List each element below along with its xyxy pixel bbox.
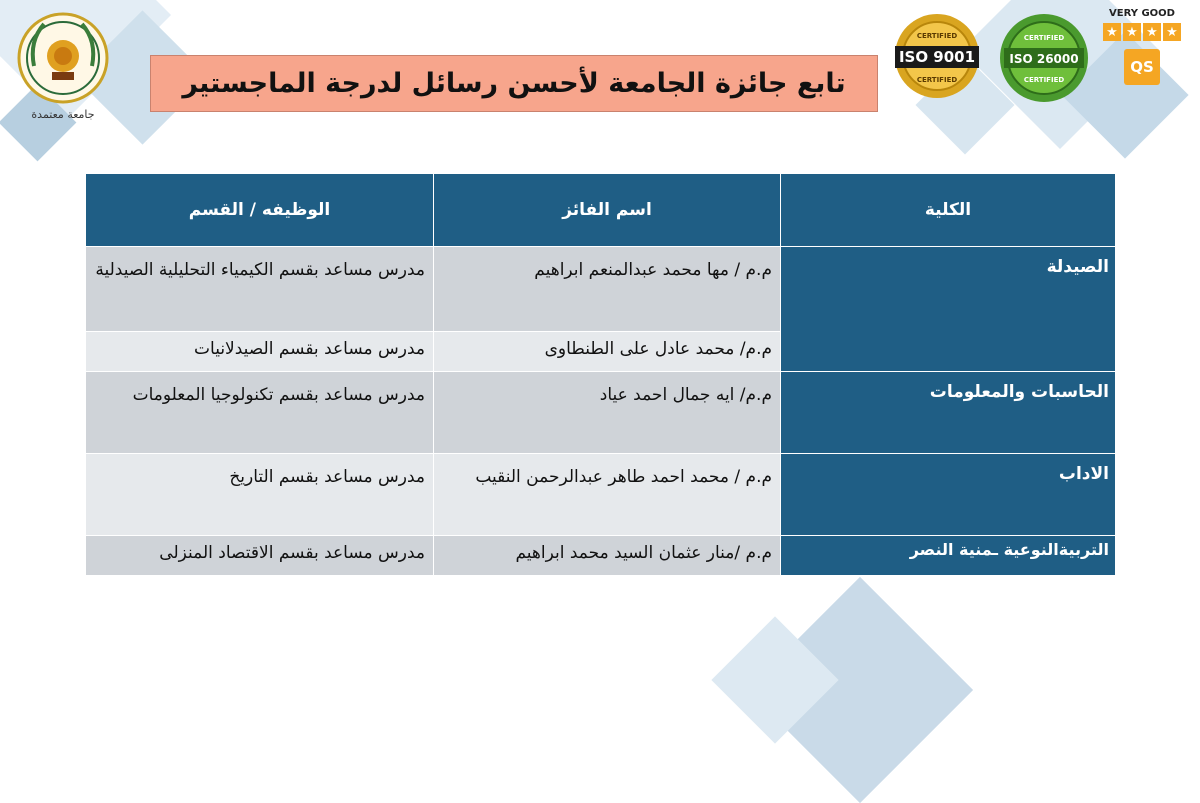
header-job: الوظيفه / القسم xyxy=(86,174,434,247)
job-cell: مدرس مساعد بقسم الصيدلانيات xyxy=(86,332,434,372)
table-row xyxy=(86,372,1116,454)
svg-text:ISO 9001: ISO 9001 xyxy=(898,48,976,66)
qs-logo: QS xyxy=(1124,49,1160,85)
winner-cell: م.م/ محمد عادل على الطنطاوى xyxy=(434,332,781,372)
job-cell: مدرس مساعد بقسم الكيمياء التحليلية الصيدلية xyxy=(86,247,434,332)
logo-caption: جامعة معتمدة xyxy=(31,108,95,121)
winner-cell: م.م / محمد احمد طاهر عبدالرحمن النقيب xyxy=(434,454,781,536)
page-title-box xyxy=(150,55,878,112)
header-college: الكلية xyxy=(781,174,1116,247)
college-cell: الصيدلة xyxy=(781,247,1116,372)
job-cell: مدرس مساعد بقسم تكنولوجيا المعلومات xyxy=(86,372,434,454)
star-icon: ★ xyxy=(1103,23,1121,41)
qs-rating-label: VERY GOOD xyxy=(1109,8,1175,19)
star-icon: ★ xyxy=(1143,23,1161,41)
college-cell: الاداب xyxy=(781,454,1116,536)
page-title: تابع جائزة الجامعة لأحسن رسائل لدرجة الماجستير xyxy=(182,68,846,99)
iso-9001-badge xyxy=(893,12,981,100)
winner-cell: م.م /منار عثمان السيد محمد ابراهيم xyxy=(434,536,781,576)
table-header-row xyxy=(86,174,1116,247)
college-cell: التربيةالنوعية ـمنية النصر xyxy=(781,536,1116,576)
winner-cell: م.م / مها محمد عبدالمنعم ابراهيم xyxy=(434,247,781,332)
table-row xyxy=(86,536,1116,576)
table-row xyxy=(86,247,1116,332)
qs-stars xyxy=(1100,23,1184,41)
svg-text:CERTIFIED: CERTIFIED xyxy=(1023,34,1065,42)
svg-text:ISO 26000: ISO 26000 xyxy=(1009,52,1079,66)
svg-text:CERTIFIED: CERTIFIED xyxy=(916,32,958,40)
winners-table xyxy=(85,173,1116,576)
table-row xyxy=(86,454,1116,536)
header-winner: اسم الفائز xyxy=(434,174,781,247)
svg-text:CERTIFIED: CERTIFIED xyxy=(1023,76,1065,84)
job-cell: مدرس مساعد بقسم الاقتصاد المنزلى xyxy=(86,536,434,576)
winner-cell: م.م/ ايه جمال احمد عياد xyxy=(434,372,781,454)
iso-26000-badge xyxy=(998,12,1090,104)
job-cell: مدرس مساعد بقسم التاريخ xyxy=(86,454,434,536)
star-icon: ★ xyxy=(1123,23,1141,41)
svg-text:CERTIFIED: CERTIFIED xyxy=(916,76,958,84)
star-icon: ★ xyxy=(1163,23,1181,41)
qs-rating-badge xyxy=(1100,8,1184,103)
college-cell: الحاسبات والمعلومات xyxy=(781,372,1116,454)
